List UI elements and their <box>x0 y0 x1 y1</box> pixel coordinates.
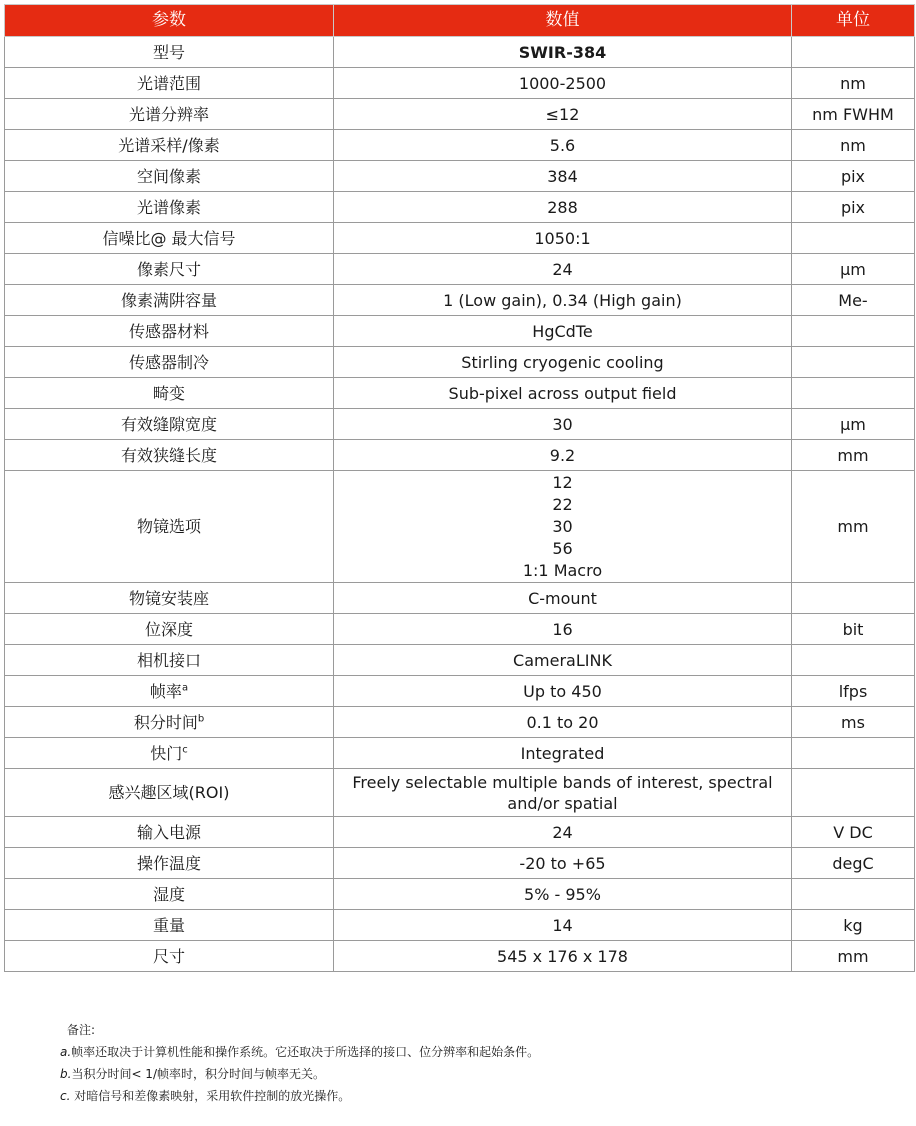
table-row <box>5 99 915 130</box>
value-cell: Freely selectable multiple bands of interest, spectral and/or spatial <box>334 769 792 817</box>
table-row <box>5 583 915 614</box>
unit-cell: degC <box>792 848 915 879</box>
param-cell: 相机接口 <box>5 645 334 676</box>
value-cell: CameraLINK <box>334 645 792 676</box>
table-row <box>5 471 915 583</box>
table-row <box>5 676 915 707</box>
value-cell: 24 <box>334 254 792 285</box>
table-row <box>5 941 915 972</box>
value-cell: Up to 450 <box>334 676 792 707</box>
param-cell: 快门$^c$ <box>5 738 334 769</box>
param-cell: 重量 <box>5 910 334 941</box>
table-row <box>5 645 915 676</box>
table-row <box>5 378 915 409</box>
value-cell: 545 x 176 x 178 <box>334 941 792 972</box>
value-cell: 12 22 30 56 1:1 Macro <box>334 471 792 583</box>
param-cell: 传感器材料 <box>5 316 334 347</box>
value-cell: 384 <box>334 161 792 192</box>
param-cell: 有效缝隙宽度 <box>5 409 334 440</box>
unit-cell: mm <box>792 440 915 471</box>
value-cell: 16 <box>334 614 792 645</box>
unit-cell <box>792 223 915 254</box>
notes-heading: 备注: <box>67 1023 96 1037</box>
value-cell: Stirling cryogenic cooling <box>334 347 792 378</box>
param-cell: 信噪比@ 最大信号 <box>5 223 334 254</box>
header-row <box>5 5 915 37</box>
table-row <box>5 68 915 99</box>
table-row <box>5 161 915 192</box>
value-cell: -20 to +65 <box>334 848 792 879</box>
unit-cell <box>792 769 915 817</box>
value-cell: 9.2 <box>334 440 792 471</box>
param-cell: 光谱像素 <box>5 192 334 223</box>
param-cell: 畸变 <box>5 378 334 409</box>
param-cell: 尺寸 <box>5 941 334 972</box>
unit-cell: kg <box>792 910 915 941</box>
table-row <box>5 347 915 378</box>
param-cell: 感兴趣区域(ROI) <box>5 769 334 817</box>
param-cell: 物镜选项 <box>5 471 334 583</box>
table-row <box>5 769 915 817</box>
param-cell: 光谱范围 <box>5 68 334 99</box>
unit-cell: μm <box>792 254 915 285</box>
header-unit: 单位 <box>792 5 915 37</box>
param-cell: 位深度 <box>5 614 334 645</box>
unit-cell: V DC <box>792 817 915 848</box>
value-cell: ≤12 <box>334 99 792 130</box>
spec-table <box>4 4 915 972</box>
header-value: 数值 <box>334 5 792 37</box>
value-cell: 1000-2500 <box>334 68 792 99</box>
param-cell: 物镜安装座 <box>5 583 334 614</box>
unit-cell: nm <box>792 130 915 161</box>
unit-cell <box>792 347 915 378</box>
unit-cell <box>792 645 915 676</box>
table-row <box>5 879 915 910</box>
value-cell: 5.6 <box>334 130 792 161</box>
value-cell: 288 <box>334 192 792 223</box>
table-row <box>5 285 915 316</box>
unit-cell <box>792 378 915 409</box>
unit-cell: mm <box>792 941 915 972</box>
value-cell: 30 <box>334 409 792 440</box>
table-row <box>5 130 915 161</box>
unit-cell <box>792 738 915 769</box>
table-row <box>5 738 915 769</box>
table-row <box>5 254 915 285</box>
unit-cell <box>792 37 915 68</box>
table-row <box>5 316 915 347</box>
param-cell: 光谱分辨率 <box>5 99 334 130</box>
unit-cell <box>792 879 915 910</box>
param-cell: 积分时间$^b$ <box>5 707 334 738</box>
unit-cell: nm FWHM <box>792 99 915 130</box>
unit-cell: ms <box>792 707 915 738</box>
param-cell: 操作温度 <box>5 848 334 879</box>
param-cell: 光谱采样/像素 <box>5 130 334 161</box>
param-cell: 像素尺寸 <box>5 254 334 285</box>
param-cell: 输入电源 <box>5 817 334 848</box>
value-cell: 1050:1 <box>334 223 792 254</box>
param-cell: 帧率$^a$ <box>5 676 334 707</box>
param-cell: 湿度 <box>5 879 334 910</box>
header-param: 参数 <box>5 5 334 37</box>
table-row <box>5 37 915 68</box>
param-cell: 像素满阱容量 <box>5 285 334 316</box>
unit-cell <box>792 316 915 347</box>
unit-cell: bit <box>792 614 915 645</box>
unit-cell: pix <box>792 192 915 223</box>
notes <box>60 1019 539 1107</box>
table-row <box>5 440 915 471</box>
value-cell: 14 <box>334 910 792 941</box>
table-row <box>5 848 915 879</box>
unit-cell: nm <box>792 68 915 99</box>
table-row <box>5 614 915 645</box>
note-b: b.当积分时间< 1/帧率时，积分时间与帧率无关。 <box>60 1067 325 1081</box>
unit-cell: mm <box>792 471 915 583</box>
table-row <box>5 817 915 848</box>
value-cell: SWIR-384 <box>334 37 792 68</box>
note-c: c. 对暗信号和差像素映射，采用软件控制的放光操作。 <box>60 1089 351 1103</box>
unit-cell: lfps <box>792 676 915 707</box>
unit-cell: μm <box>792 409 915 440</box>
unit-cell: pix <box>792 161 915 192</box>
note-a: a.帧率还取决于计算机性能和操作系统。它还取决于所选择的接口、位分辨率和起始条件。 <box>60 1045 540 1059</box>
table-row <box>5 707 915 738</box>
value-cell: 1 (Low gain), 0.34 (High gain) <box>334 285 792 316</box>
value-cell: Integrated <box>334 738 792 769</box>
table-row <box>5 192 915 223</box>
value-cell: C-mount <box>334 583 792 614</box>
param-cell: 型号 <box>5 37 334 68</box>
unit-cell <box>792 583 915 614</box>
value-cell: 5% - 95% <box>334 879 792 910</box>
param-cell: 传感器制冷 <box>5 347 334 378</box>
value-cell: 0.1 to 20 <box>334 707 792 738</box>
table-row <box>5 910 915 941</box>
unit-cell: Me- <box>792 285 915 316</box>
value-cell: 24 <box>334 817 792 848</box>
value-cell: Sub-pixel across output field <box>334 378 792 409</box>
value-cell: HgCdTe <box>334 316 792 347</box>
table-row <box>5 223 915 254</box>
param-cell: 有效狭缝长度 <box>5 440 334 471</box>
param-cell: 空间像素 <box>5 161 334 192</box>
table-row <box>5 409 915 440</box>
